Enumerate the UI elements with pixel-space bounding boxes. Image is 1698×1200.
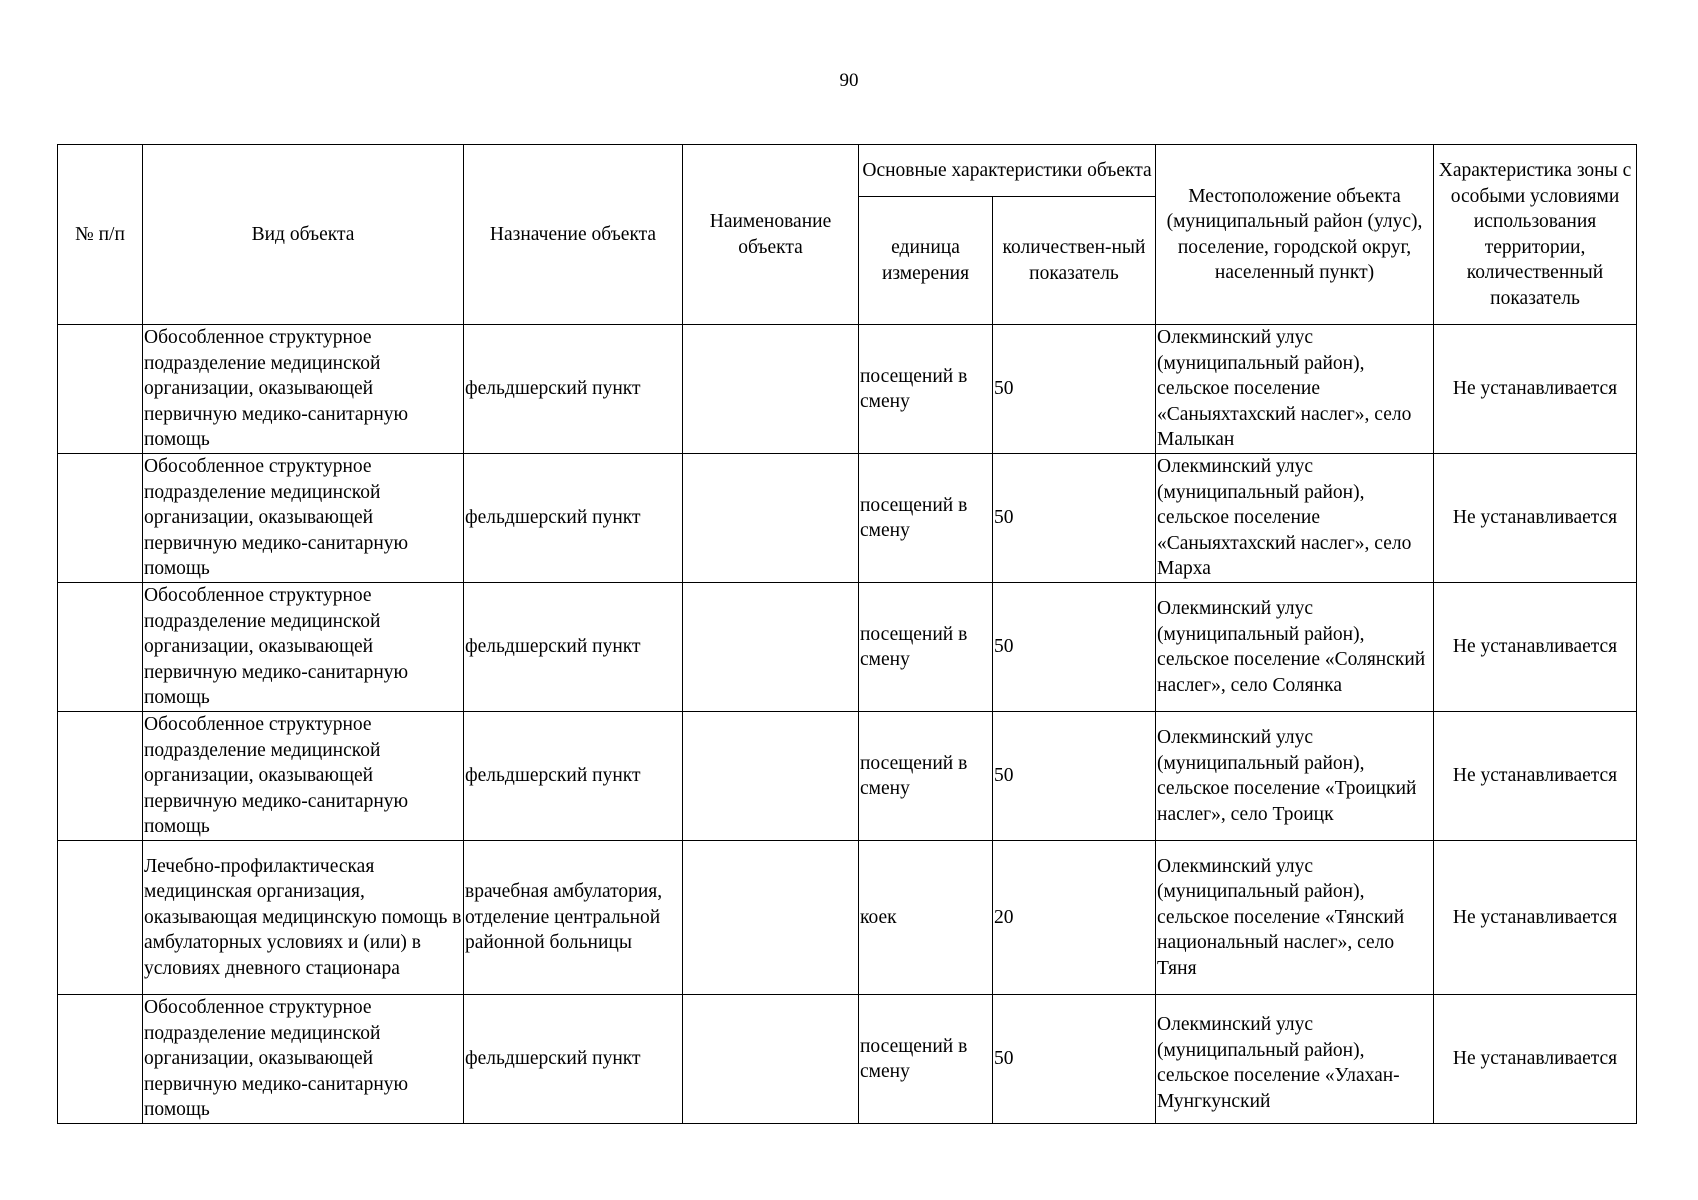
- cell-vid: Обособленное структурное подразделение медицинской организации, оказывающей первичную медико-санитарную помощь: [143, 325, 464, 454]
- cell-num: [58, 583, 143, 712]
- header-kolichestvo: количествен-ный показатель: [993, 197, 1156, 325]
- cell-vid: Обособленное структурное подразделение медицинской организации, оказывающей первичную медико-санитарную помощь: [143, 995, 464, 1124]
- table-row: [58, 454, 1637, 583]
- cell-edinica: посещений в смену: [859, 583, 993, 712]
- cell-naimenovanie: [683, 325, 859, 454]
- cell-harakteristika: Не устанавливается: [1434, 712, 1637, 841]
- cell-kolichestvo: 50: [993, 583, 1156, 712]
- header-naimenovanie: Наименование объекта: [683, 145, 859, 325]
- header-num: № п/п: [58, 145, 143, 325]
- cell-vid: Обособленное структурное подразделение медицинской организации, оказывающей первичную медико-санитарную помощь: [143, 583, 464, 712]
- cell-naznachenie: фельдшерский пункт: [464, 325, 683, 454]
- cell-naznachenie: врачебная амбулатория, отделение центральной районной больницы: [464, 841, 683, 995]
- cell-mestopolozhenie: Олекминский улус (муниципальный район), сельское поселение «Тянский национальный наслег», село Тяня: [1156, 841, 1434, 995]
- page-number: 90: [839, 70, 859, 91]
- table-row: [58, 325, 1637, 454]
- cell-num: [58, 454, 143, 583]
- cell-edinica: посещений в смену: [859, 454, 993, 583]
- table-body: [58, 325, 1637, 1124]
- cell-kolichestvo: 50: [993, 325, 1156, 454]
- header-osnovnye: Основные характеристики объекта: [859, 145, 1156, 197]
- cell-naznachenie: фельдшерский пункт: [464, 995, 683, 1124]
- cell-kolichestvo: 50: [993, 454, 1156, 583]
- cell-kolichestvo: 20: [993, 841, 1156, 995]
- header-edinica: единица измерения: [859, 197, 993, 325]
- cell-naimenovanie: [683, 995, 859, 1124]
- cell-harakteristika: Не устанавливается: [1434, 995, 1637, 1124]
- table-row: [58, 583, 1637, 712]
- cell-naznachenie: фельдшерский пункт: [464, 583, 683, 712]
- cell-num: [58, 325, 143, 454]
- cell-vid: Обособленное структурное подразделение медицинской организации, оказывающей первичную медико-санитарную помощь: [143, 454, 464, 583]
- objects-table: [57, 144, 1637, 1124]
- cell-edinica: посещений в смену: [859, 995, 993, 1124]
- cell-mestopolozhenie: Олекминский улус (муниципальный район), сельское поселение «Солянский наслег», село Солянка: [1156, 583, 1434, 712]
- cell-num: [58, 995, 143, 1124]
- cell-edinica: коек: [859, 841, 993, 995]
- cell-kolichestvo: 50: [993, 995, 1156, 1124]
- header-naznachenie: Назначение объекта: [464, 145, 683, 325]
- cell-mestopolozhenie: Олекминский улус (муниципальный район), сельское поселение «Улахан-Мунгкунский: [1157, 1014, 1400, 1112]
- cell-num: [58, 841, 143, 995]
- header-mestopolozhenie: Местоположение объекта (муниципальный район (улус), поселение, городской округ, населенный пункт): [1156, 145, 1434, 325]
- cell-edinica: посещений в смену: [859, 712, 993, 841]
- cell-harakteristika: Не устанавливается: [1434, 454, 1637, 583]
- table-row: [58, 712, 1637, 841]
- cell-mestopolozhenie: Олекминский улус (муниципальный район), сельское поселение «Саныяхтахский наслег», село Малыкан: [1156, 325, 1434, 454]
- cell-naimenovanie: [683, 712, 859, 841]
- cell-vid: Лечебно-профилактическая медицинская организация, оказывающая медицинскую помощь в амбулаторных условиях и (или) в условиях дневного стационара: [143, 841, 464, 995]
- cell-mestopolozhenie: Олекминский улус (муниципальный район), сельское поселение «Троицкий наслег», село Троицк: [1156, 712, 1434, 841]
- cell-mestopolozhenie-cell: [1156, 995, 1434, 1124]
- cell-naimenovanie: [683, 583, 859, 712]
- cell-mestopolozhenie: Олекминский улус (муниципальный район), сельское поселение «Саныяхтахский наслег», село Марха: [1156, 454, 1434, 583]
- table-row: [58, 995, 1637, 1124]
- cell-naznachenie: фельдшерский пункт: [464, 712, 683, 841]
- cell-naznachenie: фельдшерский пункт: [464, 454, 683, 583]
- cell-naimenovanie: [683, 841, 859, 995]
- cell-edinica: посещений в смену: [859, 325, 993, 454]
- cell-vid: Обособленное структурное подразделение медицинской организации, оказывающей первичную медико-санитарную помощь: [143, 712, 464, 841]
- cell-harakteristika: Не устанавливается: [1434, 583, 1637, 712]
- cell-harakteristika: Не устанавливается: [1434, 841, 1637, 995]
- table-row: [58, 841, 1637, 995]
- table-header: [58, 145, 1637, 325]
- header-harakteristika: Характеристика зоны с особыми условиями использования территории, количественный показатель: [1434, 145, 1637, 325]
- cell-harakteristika: Не устанавливается: [1434, 325, 1637, 454]
- cell-naimenovanie: [683, 454, 859, 583]
- cell-num: [58, 712, 143, 841]
- header-vid: Вид объекта: [143, 145, 464, 325]
- cell-kolichestvo: 50: [993, 712, 1156, 841]
